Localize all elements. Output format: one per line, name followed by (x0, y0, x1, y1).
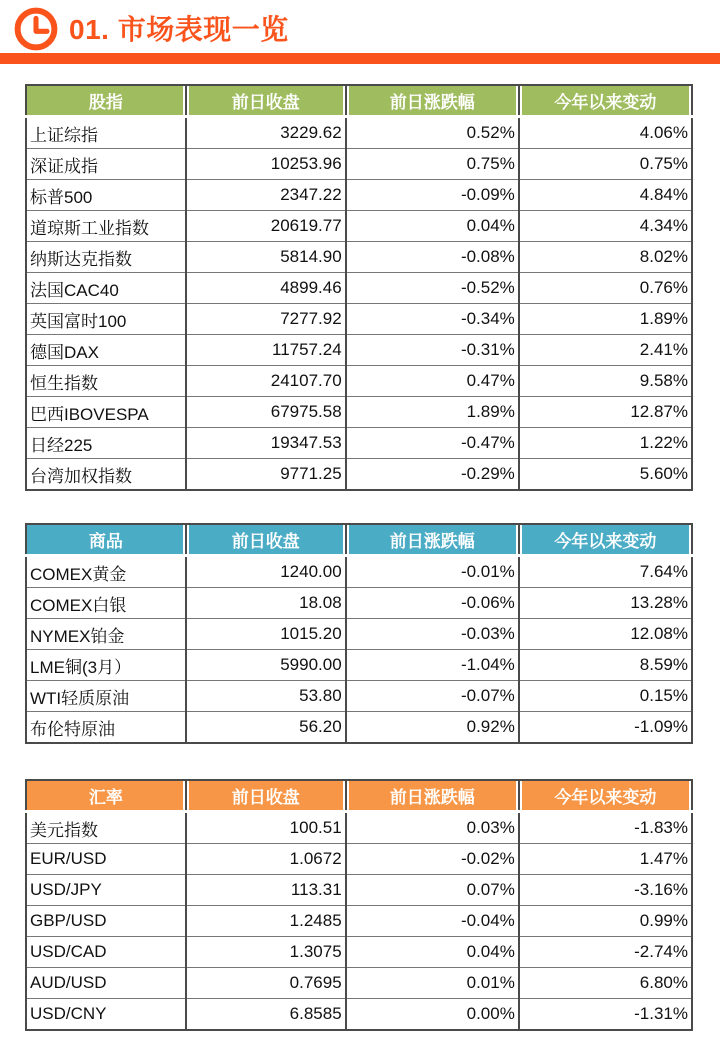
table-row (26, 588, 692, 619)
value-cell: 0.52% (346, 117, 519, 149)
row-label: 美元指数 (30, 820, 98, 840)
value-cell: 10253.96 (186, 149, 346, 180)
value-cell: 4.84% (519, 180, 692, 211)
row-label: 台湾加权指数 (26, 459, 186, 491)
value-cell: -0.04% (346, 906, 519, 937)
value-cell: 0.7695 (186, 968, 346, 999)
value-cell: -0.52% (346, 273, 519, 304)
column-header: 前日涨跌幅 (346, 780, 519, 812)
value-cell: 9771.25 (186, 459, 346, 491)
column-header: 汇率 (26, 780, 186, 812)
value-cell: 9.58% (519, 366, 692, 397)
row-label: 日经225 (26, 428, 186, 459)
section-header (0, 0, 720, 53)
row-label: USD/CNY (26, 999, 186, 1031)
column-header: 商品 (26, 524, 186, 556)
table-row (26, 937, 692, 968)
value-cell: -0.09% (346, 180, 519, 211)
table-row (26, 149, 692, 180)
value-cell: 4.06% (519, 117, 692, 149)
value-cell: 1.3075 (186, 937, 346, 968)
page-title: 01. 市场表现一览 (69, 13, 289, 45)
table-row (26, 556, 692, 588)
commodity-table-header-row (26, 524, 692, 556)
value-cell: 5990.00 (186, 650, 346, 681)
row-label: 恒生指数 (26, 366, 186, 397)
value-cell: 6.8585 (186, 999, 346, 1031)
value-cell: -0.02% (346, 844, 519, 875)
value-cell: -0.08% (346, 242, 519, 273)
column-header: 今年以来变动 (519, 524, 692, 556)
value-cell: 1240.00 (186, 556, 346, 588)
value-cell: -0.31% (346, 335, 519, 366)
stock-table-header-row (26, 85, 692, 117)
row-label: 标普500 (26, 180, 186, 211)
value-cell: 1.2485 (186, 906, 346, 937)
value-cell: 0.75% (346, 149, 519, 180)
column-header: 今年以来变动 (519, 780, 692, 812)
value-cell: -0.07% (346, 681, 519, 712)
value-cell: 6.80% (519, 968, 692, 999)
row-label: 深证成指 (26, 149, 186, 180)
value-cell: 5.60% (519, 459, 692, 491)
fx-rate-table (25, 779, 693, 1031)
table-row (26, 242, 692, 273)
value-cell: 56.20 (186, 712, 346, 744)
value-cell: 0.00% (346, 999, 519, 1031)
value-cell: 7.64% (519, 556, 692, 588)
value-cell: -0.06% (346, 588, 519, 619)
value-cell: 1.89% (519, 304, 692, 335)
value-cell: 0.76% (519, 273, 692, 304)
table-row (26, 397, 692, 428)
value-cell: 1.0672 (186, 844, 346, 875)
row-label: USD/JPY (26, 875, 186, 906)
table-row (26, 273, 692, 304)
value-cell: -3.16% (519, 875, 692, 906)
table-row (26, 906, 692, 937)
row-label: EUR/USD (26, 844, 186, 875)
row-label: 纳斯达克指数 (26, 242, 186, 273)
column-header: 前日涨跌幅 (346, 85, 519, 117)
column-header: 前日涨跌幅 (346, 524, 519, 556)
table-row (26, 180, 692, 211)
row-label: 巴西IBOVESPA (26, 397, 186, 428)
row-label: LME铜(3月） (26, 650, 186, 681)
value-cell: 3229.62 (186, 117, 346, 149)
table-row (26, 875, 692, 906)
value-cell: -1.31% (519, 999, 692, 1031)
value-cell: 8.02% (519, 242, 692, 273)
table-row (26, 650, 692, 681)
table-row (26, 117, 692, 149)
column-header: 股指 (26, 85, 186, 117)
value-cell: 1.47% (519, 844, 692, 875)
value-cell: 67975.58 (186, 397, 346, 428)
value-cell: 5814.90 (186, 242, 346, 273)
value-cell: 20619.77 (186, 211, 346, 242)
value-cell: 0.03% (346, 812, 519, 844)
value-cell: 11757.24 (186, 335, 346, 366)
value-cell: -0.47% (346, 428, 519, 459)
column-header: 前日收盘 (186, 85, 346, 117)
value-cell: 1.22% (519, 428, 692, 459)
value-cell: -1.83% (519, 812, 692, 844)
table-row (26, 459, 692, 491)
row-label: COMEX黄金 (30, 564, 127, 584)
clock-icon (13, 6, 59, 52)
row-label: NYMEX铂金 (26, 619, 186, 650)
table-row (26, 619, 692, 650)
value-cell: -0.03% (346, 619, 519, 650)
row-label: USD/CAD (26, 937, 186, 968)
value-cell: 0.01% (346, 968, 519, 999)
value-cell: 12.08% (519, 619, 692, 650)
row-label: 上证综指 (30, 125, 98, 145)
value-cell: 0.04% (346, 211, 519, 242)
row-label: 法国CAC40 (26, 273, 186, 304)
value-cell: 100.51 (186, 812, 346, 844)
value-cell: 4899.46 (186, 273, 346, 304)
table-row (26, 428, 692, 459)
column-header: 前日收盘 (186, 780, 346, 812)
row-label: 布伦特原油 (26, 712, 186, 744)
row-label: 德国DAX (26, 335, 186, 366)
table-row (26, 712, 692, 744)
value-cell: 1015.20 (186, 619, 346, 650)
row-label: WTI轻质原油 (26, 681, 186, 712)
value-cell: 0.04% (346, 937, 519, 968)
commodity-table (25, 523, 693, 744)
value-cell: 7277.92 (186, 304, 346, 335)
value-cell: 2.41% (519, 335, 692, 366)
stock-index-table (25, 84, 693, 491)
column-header: 今年以来变动 (519, 85, 692, 117)
value-cell: 4.34% (519, 211, 692, 242)
value-cell: -2.74% (519, 937, 692, 968)
value-cell: 1.89% (346, 397, 519, 428)
value-cell: 0.92% (346, 712, 519, 744)
value-cell: 53.80 (186, 681, 346, 712)
accent-bar (0, 53, 720, 64)
table-row (26, 366, 692, 397)
column-header: 前日收盘 (186, 524, 346, 556)
value-cell: -0.29% (346, 459, 519, 491)
value-cell: 12.87% (519, 397, 692, 428)
value-cell: -1.09% (519, 712, 692, 744)
value-cell: 0.47% (346, 366, 519, 397)
table-row (26, 335, 692, 366)
row-label: COMEX白银 (26, 588, 186, 619)
fx-table-header-row (26, 780, 692, 812)
table-row (26, 304, 692, 335)
table-row (26, 681, 692, 712)
table-row (26, 999, 692, 1031)
value-cell: 2347.22 (186, 180, 346, 211)
value-cell: 0.75% (519, 149, 692, 180)
value-cell: 18.08 (186, 588, 346, 619)
value-cell: 24107.70 (186, 366, 346, 397)
value-cell: 0.15% (519, 681, 692, 712)
row-label: GBP/USD (26, 906, 186, 937)
value-cell: -1.04% (346, 650, 519, 681)
row-label: 道琼斯工业指数 (26, 211, 186, 242)
value-cell: 0.99% (519, 906, 692, 937)
table-row (26, 812, 692, 844)
value-cell: -0.34% (346, 304, 519, 335)
table-row (26, 968, 692, 999)
value-cell: 0.07% (346, 875, 519, 906)
value-cell: 8.59% (519, 650, 692, 681)
value-cell: 13.28% (519, 588, 692, 619)
row-label: 英国富时100 (26, 304, 186, 335)
value-cell: 19347.53 (186, 428, 346, 459)
value-cell: -0.01% (346, 556, 519, 588)
table-row (26, 844, 692, 875)
value-cell: 113.31 (186, 875, 346, 906)
table-row (26, 211, 692, 242)
row-label: AUD/USD (26, 968, 186, 999)
